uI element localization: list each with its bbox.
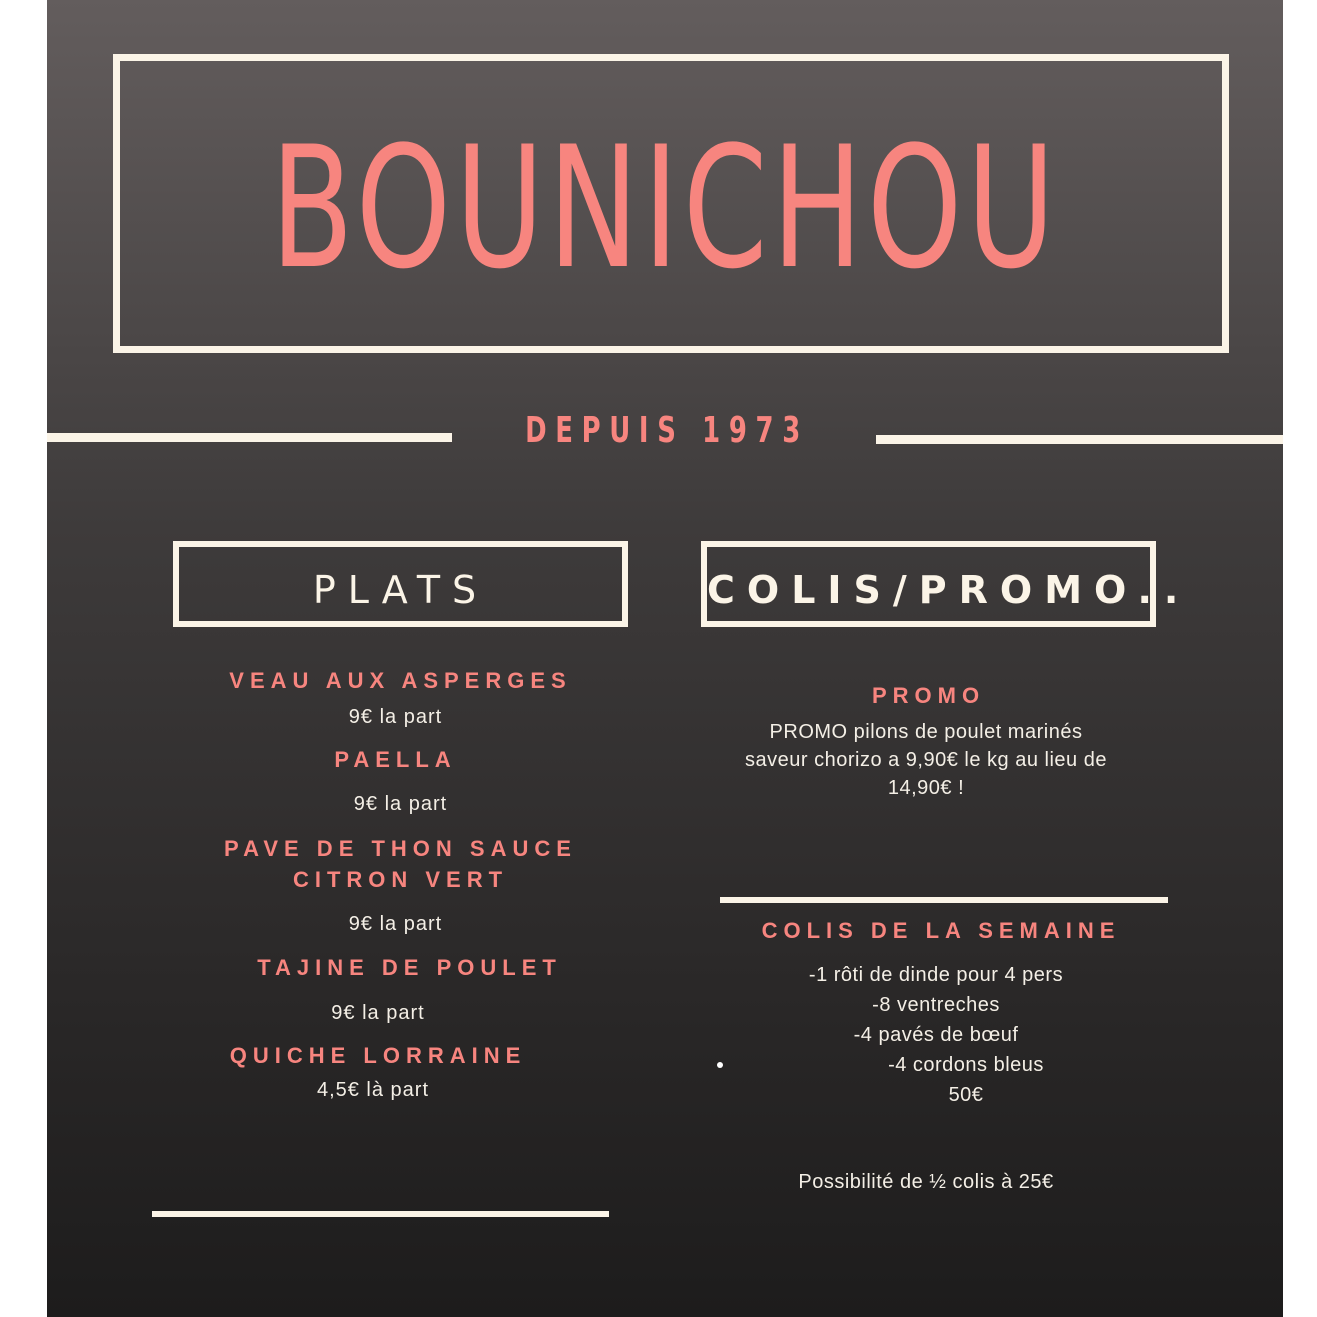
plats-bottom-rule (152, 1211, 609, 1217)
colis-semaine-title: COLIS DE LA SEMAINE (761, 918, 1121, 943)
promo-title: PROMO (871, 683, 986, 708)
promo-line: PROMO pilons de poulet marinés (769, 721, 1083, 743)
plats-heading: PLATS (312, 568, 489, 612)
colis-heading-box (701, 541, 1191, 627)
divider-left (47, 433, 452, 442)
colis-price: 50€ (948, 1084, 984, 1106)
promo-line: saveur chorizo a 9,90€ le kg au lieu de (745, 749, 1107, 771)
colis-divider (720, 897, 1168, 903)
dish-name-line2: CITRON VERT (292, 867, 509, 892)
colis-line: -4 cordons bleus (888, 1054, 1044, 1076)
promo-line: 14,90€ ! (887, 777, 965, 799)
colis-semaine-list (701, 960, 1171, 1110)
bullet-dot (717, 1062, 723, 1068)
dish-price: 9€ la part (348, 913, 443, 935)
dish-price: 4,5€ là part (316, 1079, 430, 1101)
restaurant-name: BOUNICHOU (270, 110, 1060, 306)
colis-half-note: Possibilité de ½ colis à 25€ (798, 1171, 1054, 1193)
divider-right (876, 435, 1283, 444)
plats-heading-box (173, 541, 628, 627)
colis-line: -4 pavés de bœuf (853, 1024, 1019, 1046)
dish-name-line1: PAVE DE THON SAUCE (224, 836, 577, 861)
promo-description (681, 718, 1171, 802)
dish-name: TAJINE DE POULET (257, 955, 562, 980)
dish-price: 9€ la part (348, 706, 443, 728)
menu-poster (47, 0, 1283, 1317)
tagline: DEPUIS 1973 (525, 410, 809, 451)
dish-name: QUICHE LORRAINE (229, 1043, 527, 1068)
dish-name: PAELLA (334, 747, 457, 772)
colis-line: -1 rôti de dinde pour 4 pers (808, 964, 1064, 986)
colis-heading: COLIS/PROMO.. (707, 568, 1191, 612)
dish-price: 9€ la part (353, 793, 448, 815)
dish-price: 9€ la part (331, 1002, 425, 1024)
dish-name: VEAU AUX ASPERGES (229, 668, 572, 693)
colis-line: -8 ventreches (872, 994, 1000, 1016)
